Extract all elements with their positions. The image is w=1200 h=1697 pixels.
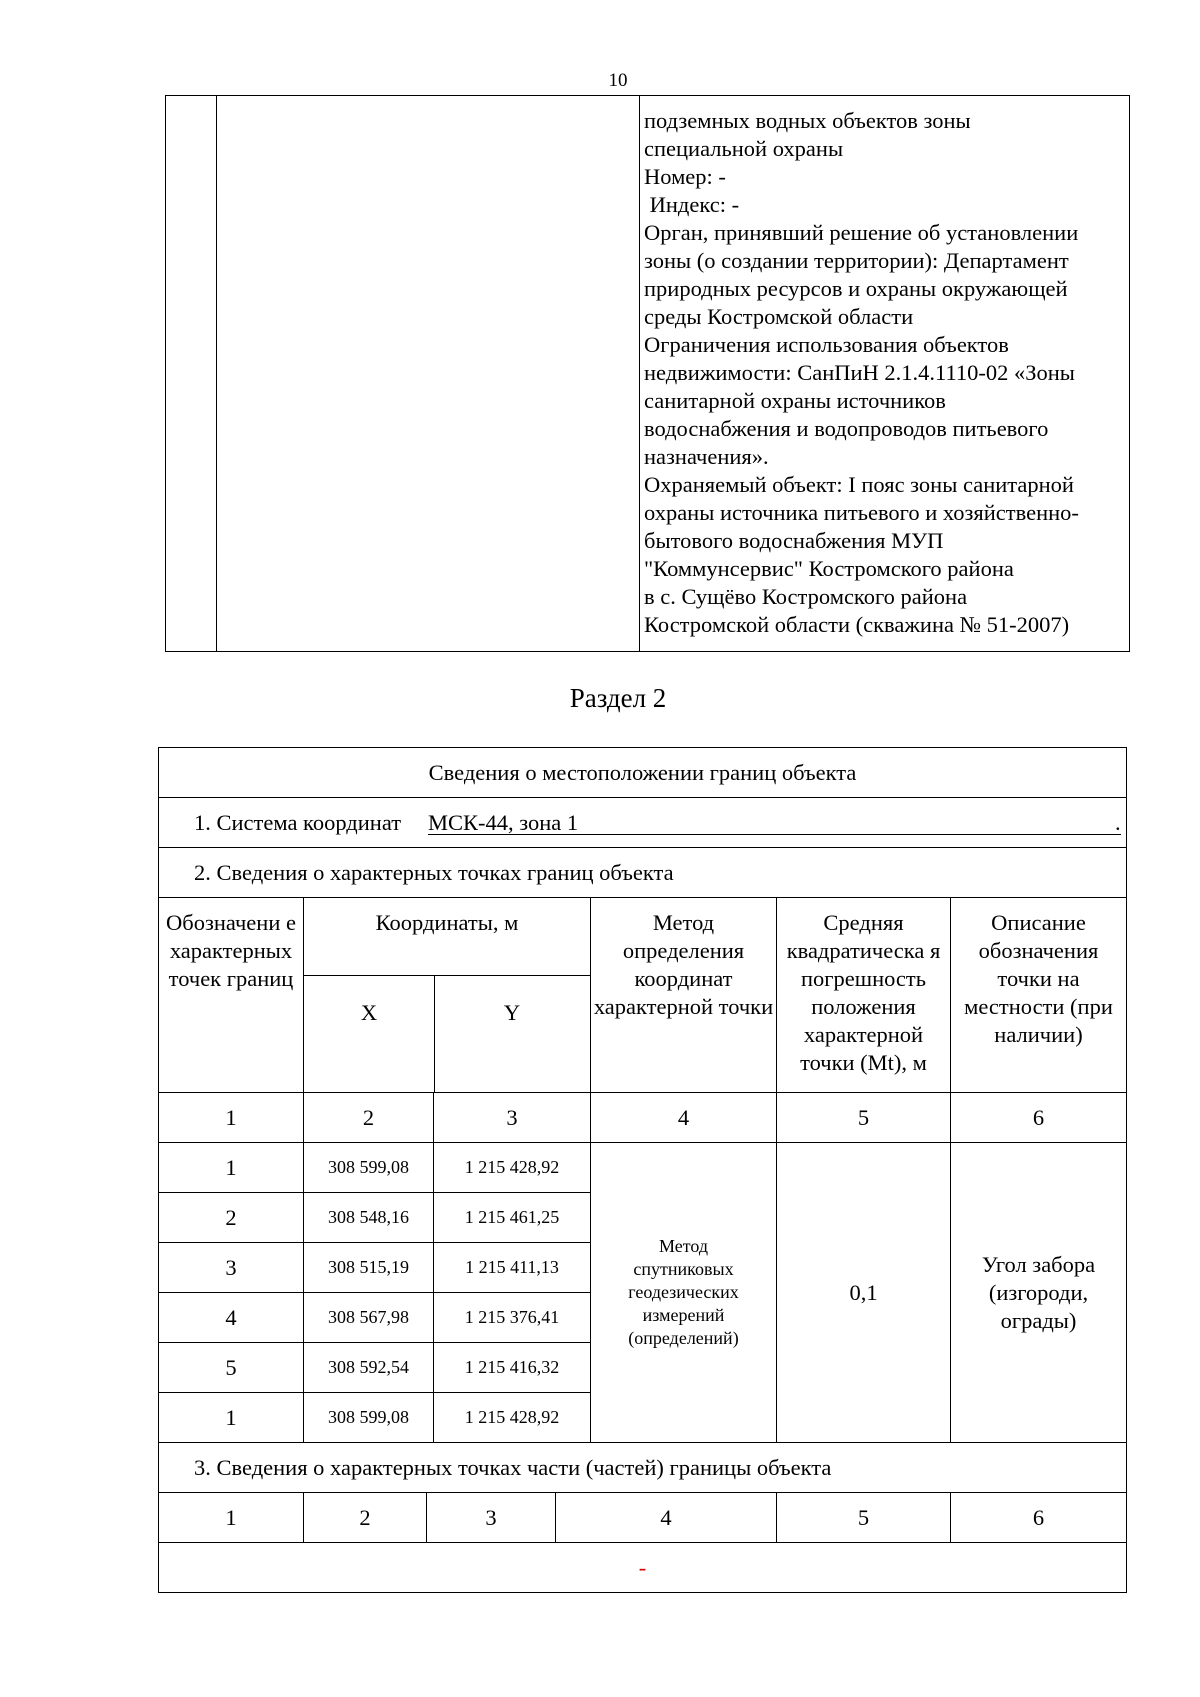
column-number: 4 [590, 1092, 777, 1143]
column-divider [216, 96, 217, 651]
header-method-text: Метод определения координат характерной точки [593, 910, 774, 1019]
text-line: природных ресурсов и охраны окружающей [644, 276, 1068, 301]
text-line: подземных водных объектов зоны [644, 108, 971, 133]
text-line: бытового водоснабжения МУП [644, 528, 944, 553]
underline [428, 834, 1121, 835]
method-cell [590, 1142, 777, 1443]
text-line: в с. Сущёво Костромского района [644, 584, 968, 609]
coord-y: 1 215 428,92 [433, 1142, 591, 1193]
header-y: Y [503, 1000, 521, 1025]
coord-y: 1 215 461,25 [433, 1192, 591, 1243]
column-number: 6 [950, 1092, 1127, 1143]
header-designation [158, 897, 304, 1093]
description-cell [950, 1142, 1127, 1443]
header-divider [434, 975, 435, 1092]
table-title [158, 747, 1127, 798]
empty-dash: - [638, 1554, 647, 1580]
coord-system-label: 1. Система координат [194, 810, 407, 835]
coord-y: 1 215 416,32 [433, 1342, 591, 1393]
points-title-row [158, 847, 1127, 898]
text-line: Костромской области (скважина № 51-2007) [644, 612, 1070, 637]
point-label: 1 [158, 1392, 304, 1443]
points-title: 2. Сведения о характерных точках границ объекта [194, 860, 674, 885]
parts-column-number: 4 [555, 1492, 777, 1543]
text-line: охраны источника питьевого и хозяйственно- [644, 500, 1079, 525]
section-title: Раздел 2 [569, 683, 667, 713]
text-line: назначения». [644, 444, 769, 469]
column-number: 1 [158, 1092, 304, 1143]
text-line: "Коммунсервис" Костромского района [644, 556, 1014, 581]
header-designation-text: Обозначени е характерных точек границ [166, 910, 296, 991]
coord-y: 1 215 411,13 [433, 1242, 591, 1293]
point-label: 5 [158, 1342, 304, 1393]
coord-y: 1 215 376,41 [433, 1292, 591, 1343]
coord-y: 1 215 428,92 [433, 1392, 591, 1443]
text-line: зоны (о создании территории): Департамент [644, 248, 1069, 273]
header-error [776, 897, 951, 1093]
table-title-text: Сведения о местоположении границ объекта [428, 759, 857, 785]
parts-empty-row [158, 1542, 1127, 1593]
point-label: 3 [158, 1242, 304, 1293]
text-line: Индекс: - [644, 192, 740, 217]
header-coordinates [303, 897, 591, 1093]
column-number: 5 [776, 1092, 951, 1143]
parts-title-row [158, 1442, 1127, 1493]
coord-x: 308 599,08 [303, 1142, 434, 1193]
coord-x: 308 592,54 [303, 1342, 434, 1393]
point-label: 2 [158, 1192, 304, 1243]
text-line: санитарной охраны источников [644, 388, 946, 413]
header-coordinates-text: Координаты, м [375, 910, 519, 935]
coord-system-row [158, 797, 1127, 848]
coord-x: 308 515,19 [303, 1242, 434, 1293]
description-value: Угол забора (изгороди, ограды) [981, 1251, 1096, 1333]
text-line: Ограничения использования объектов [644, 332, 1009, 357]
parts-column-number: 6 [950, 1492, 1127, 1543]
error-cell [776, 1142, 951, 1443]
parts-title: 3. Сведения о характерных точках части (частей) границы объекта [194, 1455, 832, 1480]
coord-x: 308 567,98 [303, 1292, 434, 1343]
header-x: X [360, 1000, 378, 1025]
zone-details-text [644, 107, 1129, 639]
text-line: Охраняемый объект: I пояс зоны санитарной [644, 472, 1074, 497]
continuation-table [165, 95, 1130, 652]
text-line: водоснабжения и водопроводов питьевого [644, 416, 1049, 441]
parts-column-number: 2 [303, 1492, 427, 1543]
column-number: 2 [303, 1092, 434, 1143]
coord-x: 308 548,16 [303, 1192, 434, 1243]
column-divider [639, 96, 640, 651]
text-line: среды Костромской области [644, 304, 914, 329]
coord-x: 308 599,08 [303, 1392, 434, 1443]
text-line: Орган, принявший решение об установлении [644, 220, 1079, 245]
text-line: специальной охраны [644, 136, 844, 161]
text-line: Номер: - [644, 164, 726, 189]
header-method [590, 897, 777, 1093]
header-description [950, 897, 1127, 1093]
coord-system-end: . [1115, 810, 1121, 835]
text-line: недвижимости: СанПиН 2.1.4.1110-02 «Зоны [644, 360, 1075, 385]
header-error-text: Средняя квадратическа я погрешность положения характерной точки (Mt), м [786, 910, 941, 1075]
method-value: Метод спутниковых геодезических измерений (определений) [628, 1236, 739, 1348]
coord-system-value: МСК-44, зона 1 [428, 810, 579, 835]
parts-column-number: 3 [426, 1492, 556, 1543]
point-label: 1 [158, 1142, 304, 1193]
parts-column-number: 1 [158, 1492, 304, 1543]
header-divider [304, 975, 590, 976]
page-number: 10 [608, 70, 628, 91]
point-label: 4 [158, 1292, 304, 1343]
parts-column-number: 5 [776, 1492, 951, 1543]
column-number: 3 [433, 1092, 591, 1143]
header-description-text: Описание обозначения точки на местности (при наличии) [964, 910, 1113, 1047]
error-value: 0,1 [849, 1279, 878, 1305]
